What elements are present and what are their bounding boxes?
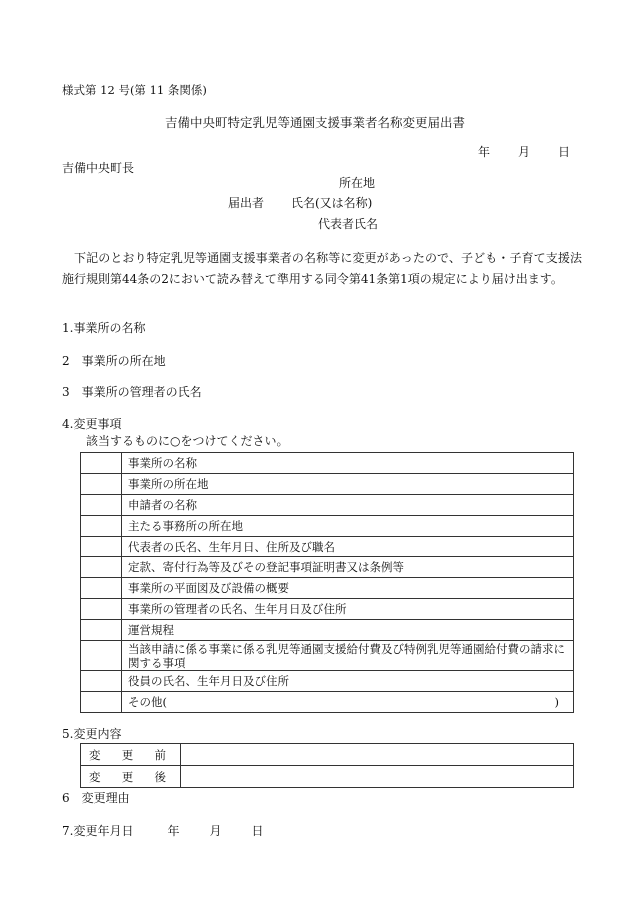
table-row [81,766,574,788]
item-change-date [62,824,264,838]
item-change-contents: 5.変更内容 [62,727,122,741]
mark-cell[interactable] [81,494,122,515]
applicant-label: 届出者 [228,196,265,210]
change-date-month: 月 [209,824,222,838]
form-number: 様式第 12 号(第 11 条関係) [62,83,207,97]
item-change-matters-note: 該当するものに○をつけてください。 [86,434,289,448]
table-row [81,744,574,766]
date-day-label: 日 [558,145,571,159]
table-row [81,620,574,641]
document-title: 吉備中央町特定乳児等通園支援事業者名称変更届出書 [164,115,465,130]
body-text: 下記のとおり特定乳児等通園支援事業者の名称等に変更があったので、子ども・子育て支援法施行規則第44条の2において読み替えて準用する同令第41条第1項の規定により届け出ます。 [62,251,582,286]
date-month-label: 月 [518,145,531,159]
table-row [81,671,574,692]
change-contents-table [80,743,574,788]
name-label: 氏名(又は名称) [291,196,373,210]
address-label: 所在地 [339,176,376,190]
after-label: 変 更 後 [81,766,181,788]
table-row [81,599,574,620]
after-value-cell[interactable] [181,766,574,788]
before-label: 変 更 前 [81,744,181,766]
mark-cell[interactable] [81,641,122,671]
mark-cell[interactable] [81,691,122,712]
change-item-label: 主たる事務所の所在地 [122,515,574,536]
mark-cell[interactable] [81,578,122,599]
table-row [81,536,574,557]
change-item-label: 定款、寄付行為等及びその登記事項証明書又は条例等 [122,557,574,578]
mark-cell[interactable] [81,453,122,474]
item-change-reason: 6 変更理由 [62,791,130,805]
change-date-year: 年 [167,824,180,838]
table-row [81,494,574,515]
submission-date [478,145,570,159]
mark-cell[interactable] [81,620,122,641]
other-close-paren: ) [554,694,559,709]
table-row [81,557,574,578]
change-item-other[interactable] [122,691,574,712]
mark-cell[interactable] [81,515,122,536]
item-facility-address: 2 事業所の所在地 [62,354,166,368]
mark-cell[interactable] [81,536,122,557]
change-item-label: 事業所の平面図及び設備の概要 [122,578,574,599]
item-facility-name: 1.事業所の名称 [62,321,146,335]
change-date-day: 日 [251,824,264,838]
change-item-label: 事業所の管理者の氏名、生年月日及び住所 [122,599,574,620]
table-row [81,641,574,671]
item-facility-manager: 3 事業所の管理者の氏名 [62,385,202,399]
table-row [81,578,574,599]
other-label: その他( [128,694,167,709]
representative-label: 代表者氏名 [318,217,379,231]
mark-cell[interactable] [81,599,122,620]
change-item-label: 事業所の所在地 [122,473,574,494]
change-item-label: 事業所の名称 [122,453,574,474]
mark-cell[interactable] [81,671,122,692]
change-items-table [80,452,574,713]
recipient: 吉備中央町長 [62,161,135,175]
table-row [81,691,574,712]
item-change-matters: 4.変更事項 [62,417,122,431]
date-year-label: 年 [478,145,491,159]
table-row [81,473,574,494]
change-item-label: 申請者の名称 [122,494,574,515]
change-item-label: 運営規程 [122,620,574,641]
change-date-label: 7.変更年月日 [62,824,134,838]
table-row [81,515,574,536]
change-item-label: 代表者の氏名、生年月日、住所及び職名 [122,536,574,557]
before-value-cell[interactable] [181,744,574,766]
table-row [81,453,574,474]
change-item-label: 当該申請に係る事業に係る乳児等通園支援給付費及び特例乳児等通園給付費の請求に関する事項 [122,641,574,671]
mark-cell[interactable] [81,473,122,494]
change-item-label: 役員の氏名、生年月日及び住所 [122,671,574,692]
mark-cell[interactable] [81,557,122,578]
